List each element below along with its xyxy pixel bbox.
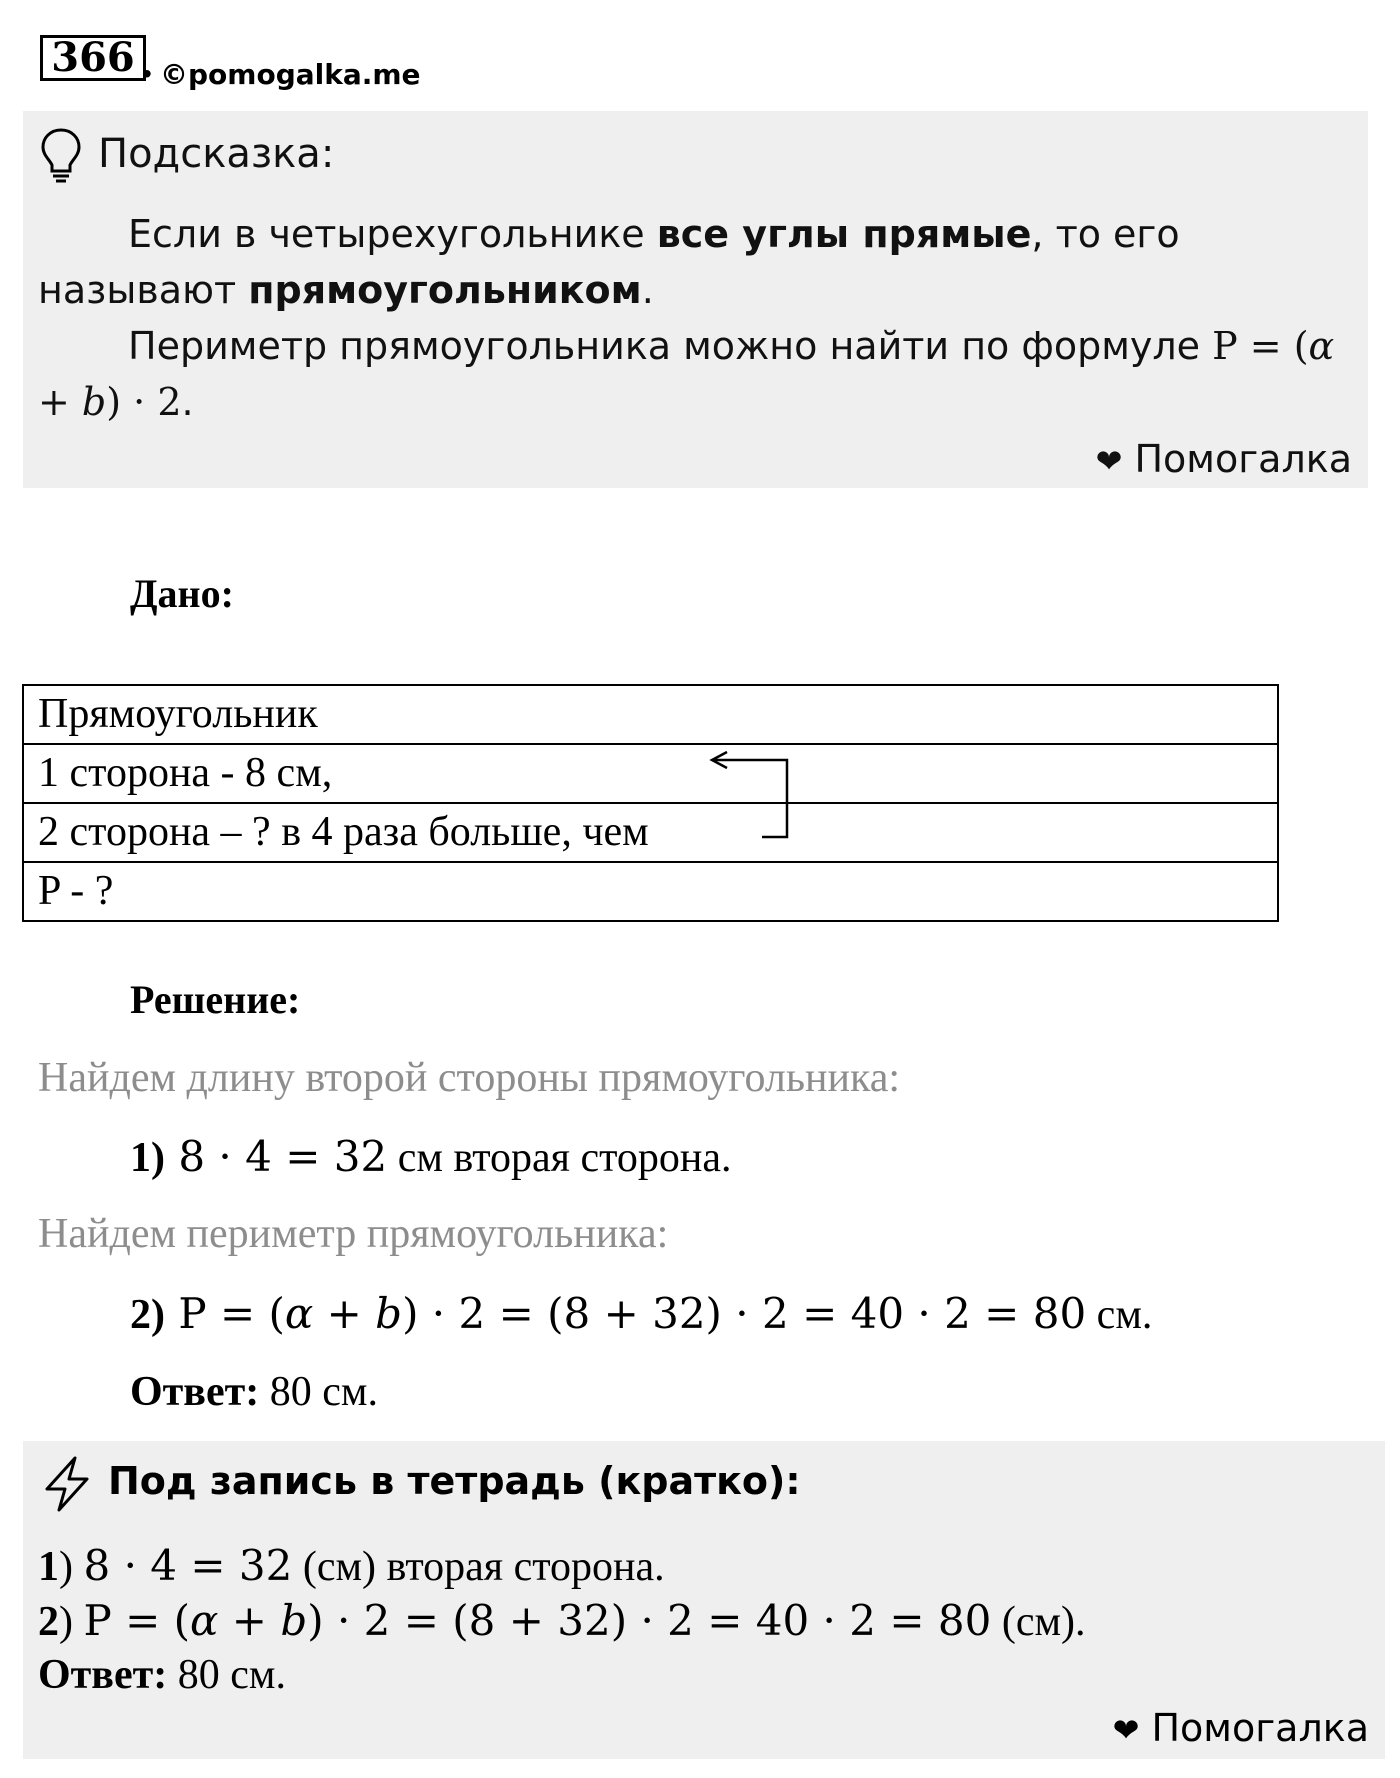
hint-paragraph-2 [38, 318, 1358, 430]
solution-step-1 [130, 1132, 732, 1182]
formula-part: P = ( [1212, 324, 1309, 368]
formula-part: ) · 2 = (8 + 32) · 2 = 40 · 2 = 80 [307, 1596, 992, 1645]
brand-name: Помогалка [1151, 1706, 1369, 1750]
solution-step-2-description: Найдем периметр прямоугольника: [38, 1211, 669, 1257]
step-formula: 8 · 4 = 32 [83, 1541, 293, 1590]
formula-part: P = ( [83, 1596, 191, 1645]
step-number: 1 [38, 1544, 59, 1590]
lightning-icon [39, 1455, 95, 1513]
heart-icon: ❤ [1112, 1711, 1140, 1749]
step-text: см вторая сторона. [387, 1135, 732, 1181]
formula-part: + [218, 1596, 281, 1645]
solution-step-1-description: Найдем длину второй стороны прямоугольника: [38, 1055, 901, 1101]
hint-text: , то его называют [38, 212, 1180, 312]
hint-paragraph-1 [38, 206, 1358, 318]
answer-label: Ответ: [38, 1652, 168, 1698]
hint-text: . [181, 380, 194, 424]
solution-step-2 [130, 1289, 1152, 1339]
step-formula [165, 1289, 1086, 1338]
hint-text: Если в четырехугольнике [128, 212, 657, 256]
heart-icon: ❤ [1095, 442, 1123, 480]
formula-part: + [38, 380, 82, 424]
step-number: 2 [38, 1599, 59, 1645]
step-formula: 8 · 4 = 32 [165, 1132, 388, 1181]
notebook-line-1 [38, 1541, 665, 1591]
notebook-answer [38, 1651, 286, 1699]
formula-var-a: α [190, 1596, 219, 1645]
table-row [23, 744, 1278, 803]
hint-bold-text: прямоугольником [248, 268, 642, 312]
step-formula [84, 1596, 992, 1645]
formula-var-a: α [1308, 324, 1335, 368]
step-number: 1) [130, 1135, 165, 1181]
step-text: ) [59, 1599, 84, 1645]
step-text: (см) вторая сторона. [292, 1544, 665, 1590]
formula-var-a: α [284, 1289, 314, 1338]
formula-var-b: b [280, 1596, 308, 1645]
step-text: см. [1086, 1292, 1153, 1338]
notebook-box [23, 1441, 1385, 1759]
solution-heading: Решение: [130, 977, 301, 1022]
hint-title: Подсказка: [98, 131, 335, 177]
brand-signature [1096, 437, 1352, 481]
table-row [23, 862, 1278, 921]
table-cell: 2 сторона – ? в 4 раза больше, чем [23, 803, 1278, 862]
notebook-title: Под запись в тетрадь (кратко): [108, 1459, 801, 1503]
site-watermark: ©pomogalka.me [160, 58, 421, 91]
formula-part: ) · 2 [106, 380, 182, 424]
answer-value: 80 см. [259, 1369, 378, 1415]
table-cell: Прямоугольник [23, 685, 1278, 744]
step-number: 2) [130, 1292, 165, 1338]
task-number: 366 [40, 35, 146, 81]
formula-part: P = ( [165, 1289, 285, 1338]
step-text: ) [59, 1544, 84, 1590]
notebook-line-2 [38, 1596, 1086, 1646]
task-number-dot: . [140, 40, 154, 87]
formula-part: ) · 2 = (8 + 32) · 2 = 40 · 2 = 80 [402, 1289, 1087, 1338]
given-heading: Дано: [130, 571, 234, 616]
given-table [22, 684, 1279, 922]
hint-box [23, 111, 1368, 488]
step-text: (см). [991, 1599, 1086, 1645]
brand-name: Помогалка [1134, 437, 1352, 481]
answer-value: 80 см. [167, 1652, 286, 1698]
table-cell: 1 сторона - 8 см, [23, 744, 1278, 803]
formula-var-b: b [375, 1289, 403, 1338]
hint-bold-text: все углы прямые [656, 212, 1032, 256]
answer-label: Ответ: [130, 1369, 260, 1415]
hint-text: . [641, 268, 654, 312]
formula-var-b: b [81, 380, 107, 424]
hint-text: Периметр прямоугольника можно найти по формуле [128, 324, 1213, 368]
table-cell: P - ? [23, 862, 1278, 921]
formula-part: + [313, 1289, 376, 1338]
table-row [23, 685, 1278, 744]
solution-answer [130, 1368, 378, 1416]
lightbulb-icon [39, 127, 83, 185]
brand-signature [1113, 1706, 1369, 1750]
table-row [23, 803, 1278, 862]
